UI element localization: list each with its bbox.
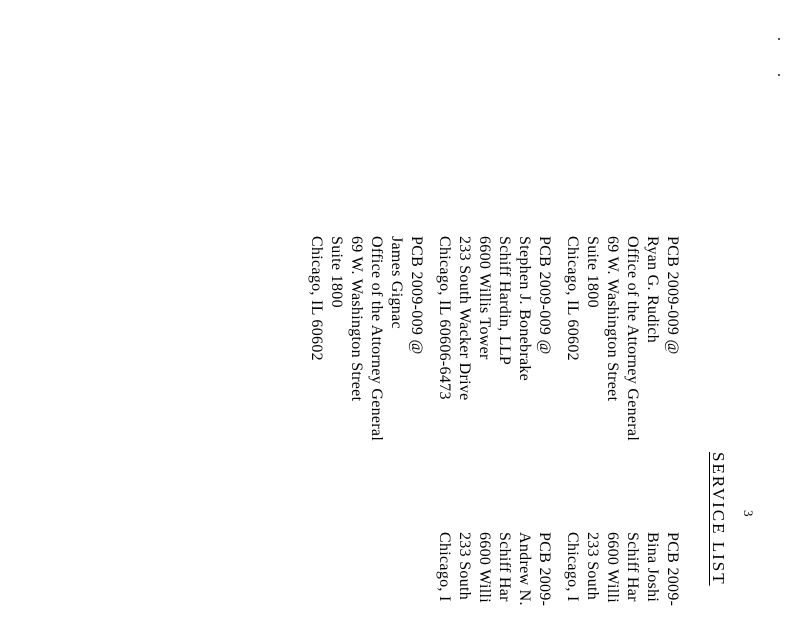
- entry-line: 233 South: [456, 532, 473, 601]
- page-number: 3: [741, 510, 756, 517]
- service-entry-gignac: [306, 236, 426, 441]
- service-entry-joshi: [562, 532, 682, 606]
- service-entry-bonebrake: [434, 236, 554, 401]
- entry-line: PCB 2009-009 @: [536, 236, 553, 355]
- entry-line: 69 W. Washington Street: [348, 236, 365, 402]
- entry-line: Schiff Har: [496, 532, 513, 602]
- entry-line: Chicago, I: [564, 532, 581, 602]
- entry-line: Chicago, IL 60602: [308, 236, 325, 361]
- entry-line: James Gignac: [388, 236, 405, 329]
- entry-line: 69 W. Washington Street: [604, 236, 621, 402]
- page-title: SERVICE LIST: [709, 452, 728, 586]
- entry-line: Suite 1800: [584, 236, 601, 308]
- entry-line: Schiff Har: [624, 532, 641, 602]
- entry-line: Office of the Attorney General: [368, 236, 385, 442]
- entry-line: PCB 2009-: [536, 532, 553, 607]
- entry-line: Andrew N.: [516, 532, 533, 606]
- scan-speck: [778, 38, 780, 40]
- entry-line: PCB 2009-009 @: [408, 236, 425, 355]
- service-entry-rudich: [562, 236, 682, 441]
- entry-line: Chicago, I: [436, 532, 453, 602]
- entry-line: 233 South: [584, 532, 601, 601]
- entry-line: Bina Joshi: [644, 532, 661, 603]
- entry-line: Office of the Attorney General: [624, 236, 641, 442]
- entry-line: 6600 Willis Tower: [476, 236, 493, 360]
- entry-line: Chicago, IL 60606-6473: [436, 236, 453, 400]
- entry-line: Ryan G. Rudich: [644, 236, 661, 344]
- entry-line: Stephen J. Bonebrake: [516, 236, 533, 382]
- service-entry-andrew: [434, 532, 554, 606]
- scan-speck: [778, 74, 780, 76]
- entry-line: 233 South Wacker Drive: [456, 236, 473, 401]
- entry-line: PCB 2009-009 @: [664, 236, 681, 355]
- entry-line: Chicago, IL 60602: [564, 236, 581, 361]
- entry-line: PCB 2009-: [664, 532, 681, 607]
- entry-line: 6600 Willi: [476, 532, 493, 603]
- entry-line: 6600 Willi: [604, 532, 621, 603]
- entry-line: Schiff Hardin, LLP: [496, 236, 513, 366]
- entry-line: Suite 1800: [328, 236, 345, 308]
